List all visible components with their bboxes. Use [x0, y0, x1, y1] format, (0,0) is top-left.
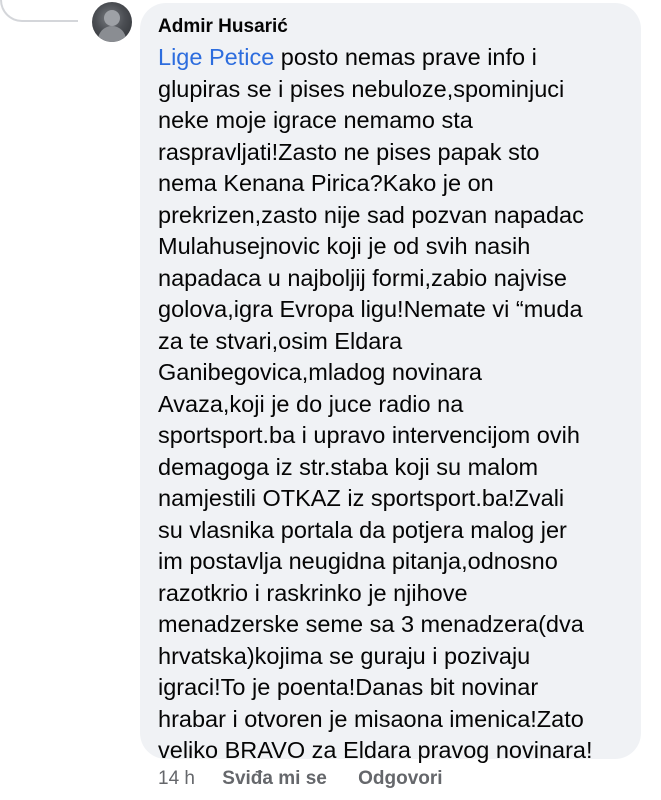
comment-line: im postavlja neugidna pitanja,odnosno: [158, 548, 558, 574]
comment-line: posto nemas prave info i: [274, 44, 537, 70]
reply-button[interactable]: Odgovori: [358, 768, 443, 789]
avatar-body-shape: [98, 26, 126, 42]
comment-line: namjestili OTKAZ iz sportsport.ba!Zvali: [158, 485, 565, 511]
comment-author[interactable]: Admir Husarić: [158, 16, 288, 37]
mention-link[interactable]: Lige Petice: [158, 44, 275, 70]
comment-line: prekrizen,zasto nije sad pozvan napadac: [158, 201, 584, 228]
comment-line: veliko BRAVO za Eldara pravog novinara!: [158, 737, 593, 763]
like-button[interactable]: Sviđa mi se: [222, 768, 327, 789]
comment-line: menadzerske seme sa 3 menadzera(dva: [158, 611, 584, 637]
comment-line: raspravljati!Zasto ne pises papak sto: [158, 138, 540, 165]
comment-actions: [158, 767, 469, 791]
comment-line: Avaza,koji je do juce radio na: [158, 390, 464, 417]
comment-line: golova,igra Evropa ligu!Nemate vi “muda: [158, 296, 583, 322]
comment-line: hrabar i otvoren je misaona imenica!Zato: [158, 705, 584, 732]
comment-bubble: [140, 3, 641, 763]
comment-timestamp[interactable]: 14 h: [158, 768, 195, 789]
comment-line: Ganibegovica,mladog novinara: [158, 359, 482, 385]
comment-line: hrvatska)kojima se guraju i pozivaju: [158, 642, 531, 669]
comment-line: za te stvari,osim Eldara: [158, 327, 403, 354]
comment-line: Mulahusejnovic koji je od svih nasih: [158, 233, 531, 259]
avatar-head-shape: [104, 10, 120, 26]
comment-line: neke moje igrace nemamo sta: [158, 107, 473, 133]
comment-line: sportsport.ba i upravo intervencijom ovih: [158, 422, 580, 448]
comment-line: su vlasnika portala da potjera malog jer: [158, 516, 567, 543]
comment-line: igraci!To je poenta!Danas bit novinar: [158, 674, 539, 700]
avatar[interactable]: [92, 2, 132, 42]
comment-line: razotkrio i raskrinko je njihove: [158, 579, 468, 606]
reply-thread-connector: [0, 0, 78, 22]
comment-line: glupiras se i pises nebuloze,spominjuci: [158, 75, 565, 102]
comment-text: [158, 42, 631, 767]
comment-line: demagoga iz str.staba koji su malom: [158, 453, 539, 480]
comment-line: napadaca u najboljij formi,zabio najvise: [158, 264, 567, 291]
comment-line: nema Kenana Pirica?Kako je on: [158, 170, 494, 196]
